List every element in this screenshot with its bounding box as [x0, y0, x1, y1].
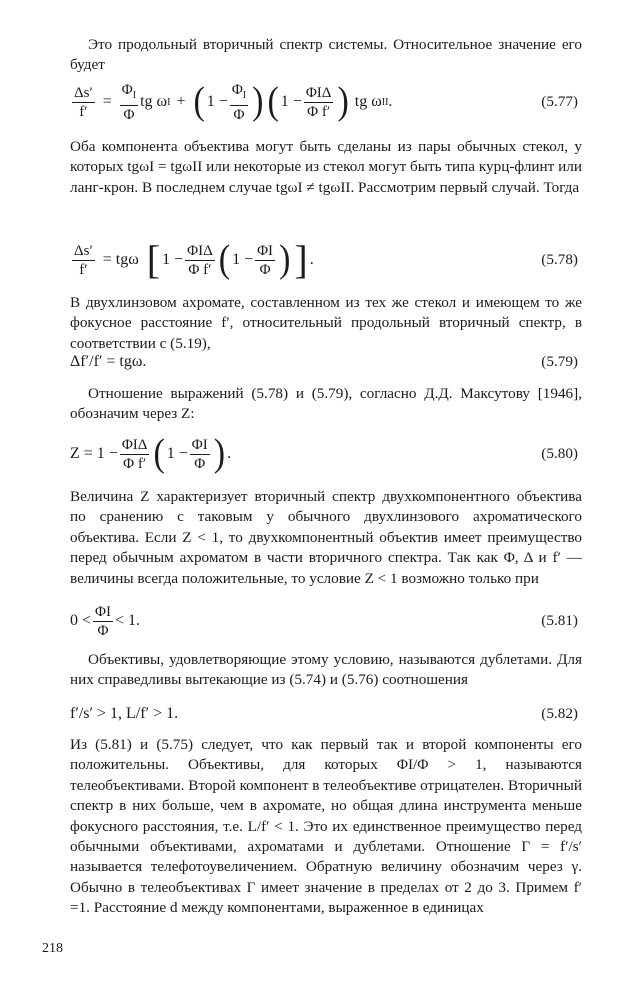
equation-number: (5.80) [541, 445, 578, 462]
paragraph-doublets: Объективы, удовлетворяющие этому условию, называются дублетами. Для них справедливы вытекающие из (5.74) и (5.76) соотношения [70, 651, 582, 689]
equation-number: (5.78) [541, 251, 578, 268]
equation-5-80: Z = 1 − $\frac{\text{ΦIΔ}}{\text{Φ f′}}$ ( 1 − $\frac{\Phi I}{\Phi}$ ) . (5.80) [70, 432, 578, 475]
equation-5-78: $\frac{\Delta s'}{f'}$ = tgω [ 1 − $\frac{\text{ΦIΔ}}{\text{Φ f′}}$ ( 1 − $\frac{\Phi I}{\Phi}$ ) ] . (5.78) [74, 237, 578, 282]
page-number: 218 [42, 941, 63, 956]
equation-number: (5.79) [541, 353, 578, 370]
equation-5-79: Δf′/f′ = tgω. (5.79) [70, 353, 578, 370]
paragraph-achromat: В двухлинзовом ахромате, составленном из тех же стекол и имеющем то же фокусное расстояние f′, относительный продольный вторичный спектр, в соответствии с (5.19), [70, 294, 582, 352]
paragraph-telephoto: Из (5.81) и (5.75) следует, что как первый так и второй компоненты его положительны. Объективы, для которых ΦI/Φ > 1, называются телеобъективами. Второй компонент в телеобъективе отрицателен. Вторичный спектр в них больше, чем в ахромате, но общая длина инструмента меньше фокусного расстояния, т.е. L/f′ < 1. Это их единственное преимущество перед обычными объективами, ахроматами и дублетами. Отношение Γ = f′/s′ называется телефотоувеличением. Обратную величину обозначим через γ. Обычно в телеобъективах Γ имеет значение в пределах от 2 до 3. Примем f′ =1. Расстояние d между компонентами, выраженное в единицах [70, 736, 582, 917]
equation-5-81: 0 < $\frac{\Phi I}{\Phi}$ < 1. (5.81) [70, 603, 578, 639]
equation-5-77: $\frac{\Delta s'}{f'}$ = $\frac{\Phi_I}{\Phi}$ tg ω I + ( 1 − $\frac{\Phi_I}{\Phi}$ ) ( 1 − $\frac{\text{ΦIΔ}}{\text{Φ f′}}$ ) tg ω II . (5.77) [74, 80, 578, 123]
equation-5-82: f′/s′ > 1, L/f′ > 1. (5.82) [70, 705, 578, 722]
equation-number: (5.82) [541, 705, 578, 722]
paragraph-intro: Это продольный вторичный спектр системы. Относительное значение его будет [70, 36, 582, 74]
equation-number: (5.77) [541, 93, 578, 110]
eq577-lhs: $\frac{\Delta s'}{f'}$ [74, 84, 93, 120]
paragraph-maksutov: Отношение выражений (5.78) и (5.79), согласно Д.Д. Максутову [1946], обозначим через Z: [70, 385, 582, 423]
eq577-term3: $\frac{\text{ΦIΔ}}{\text{Φ f′}}$ [305, 84, 332, 120]
eq577-term1: $\frac{\Phi_I}{\Phi}$ [121, 81, 137, 123]
paragraph-secondary-spectrum: Величина Z характеризует вторичный спектр двухкомпонентного объектива по сранению с таковым у обычного двухлинзового ахроматического объектива. Если Z < 1, то двухкомпонентный объектив имеет преимущество перед обычным ахроматом в части вторичного спектра. Так как Φ, Δ и f′ — величины всегда положительные, то условие Z < 1 возможно только при [70, 488, 582, 587]
eq577-term2: $\frac{\Phi_I}{\Phi}$ [231, 81, 247, 123]
paragraph-components: Оба компонента объектива могут быть сделаны из пары обычных стекол, у которых tgωI = tgωII или некоторые из стекол могут быть типа курц-флинт или ланг-крон. В последнем случае tgωI ≠ tgωII. Рассмотрим первый случай. Тогда [70, 138, 582, 196]
equation-number: (5.81) [541, 612, 578, 629]
